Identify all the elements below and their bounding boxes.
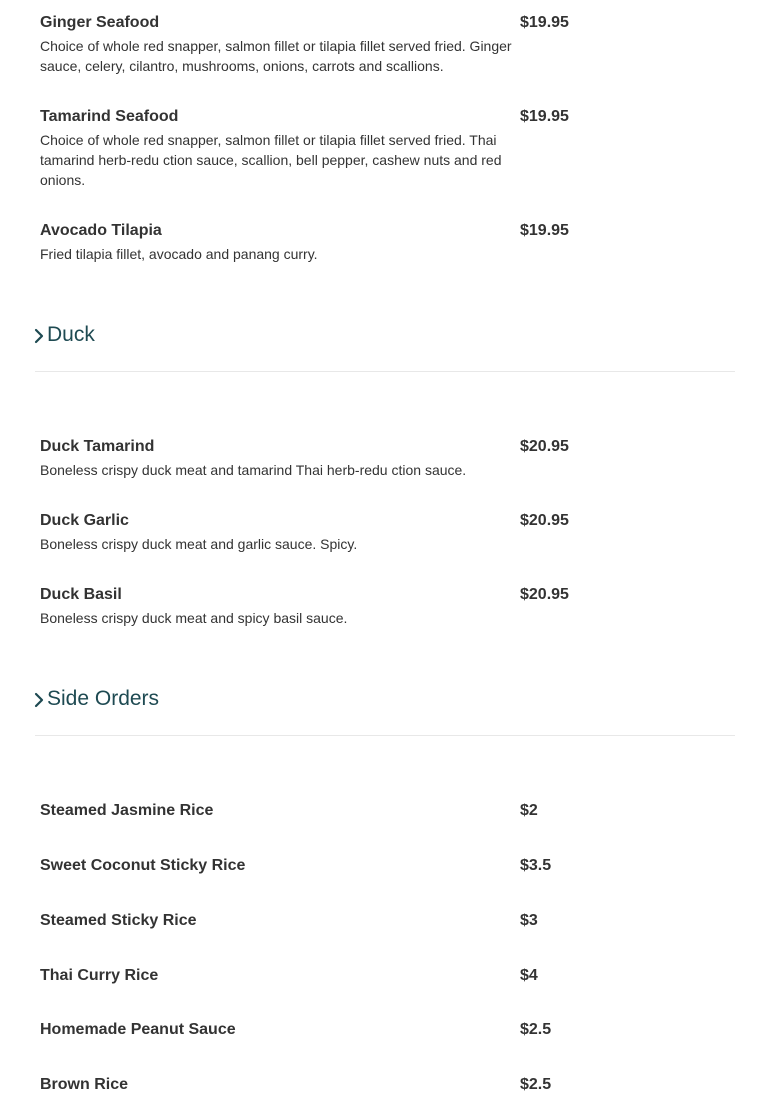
section-title: Side Orders: [47, 687, 160, 710]
menu-item-name: Steamed Jasmine Rice: [40, 802, 214, 819]
menu-item-price: $2.5: [520, 1021, 552, 1038]
menu-item-price: $20.95: [520, 586, 569, 603]
section-title: Duck: [47, 323, 95, 346]
menu-item-price: $2: [520, 802, 538, 819]
menu-item-price: $20.95: [520, 438, 569, 455]
section-header-duck[interactable]: [34, 321, 95, 349]
menu-item-name: Steamed Sticky Rice: [40, 912, 197, 929]
menu-item-description: Choice of whole red snapper, salmon fillet or tilapia fillet served fried. Thai tamarind herb-redu ction sauce, scallion, bell pepper, cashew nuts and red onions.: [40, 132, 502, 188]
menu-item-name: Sweet Coconut Sticky Rice: [40, 857, 246, 874]
menu-item-description: Choice of whole red snapper, salmon fillet or tilapia fillet served fried. Ginger sauce, celery, cilantro, mushrooms, onions, carrots and scallions.: [40, 38, 512, 74]
menu-item-description: Boneless crispy duck meat and spicy basil sauce.: [40, 610, 348, 626]
menu-item-price: $19.95: [520, 108, 569, 125]
menu-item-price: $20.95: [520, 512, 569, 529]
menu-item-price: $3: [520, 912, 538, 929]
section-header-side-orders[interactable]: [34, 685, 159, 713]
divider: [35, 735, 735, 736]
chevron-right-icon: [34, 325, 46, 345]
menu-item-price: $2.5: [520, 1076, 552, 1093]
menu-item-price: $3.5: [520, 857, 552, 874]
menu-item-name: Duck Tamarind: [40, 438, 155, 455]
menu-item-name: Thai Curry Rice: [40, 967, 159, 984]
menu-item-price: $4: [520, 967, 538, 984]
menu-item-name: Tamarind Seafood: [40, 108, 179, 125]
menu-item-name: Homemade Peanut Sauce: [40, 1021, 236, 1038]
menu-item-name: Brown Rice: [40, 1076, 129, 1093]
menu-item-description: Fried tilapia fillet, avocado and panang curry.: [40, 246, 318, 262]
menu-item-name: Duck Basil: [40, 586, 122, 603]
menu-item-description: Boneless crispy duck meat and garlic sauce. Spicy.: [40, 536, 358, 552]
divider: [35, 371, 735, 372]
menu-item-price: $19.95: [520, 14, 569, 31]
menu-item-description: Boneless crispy duck meat and tamarind Thai herb-redu ction sauce.: [40, 462, 467, 478]
menu-item-price: $19.95: [520, 222, 569, 239]
chevron-right-icon: [34, 689, 46, 709]
menu-item-name: Avocado Tilapia: [40, 222, 162, 239]
menu-item-name: Ginger Seafood: [40, 14, 160, 31]
menu-item-name: Duck Garlic: [40, 512, 129, 529]
